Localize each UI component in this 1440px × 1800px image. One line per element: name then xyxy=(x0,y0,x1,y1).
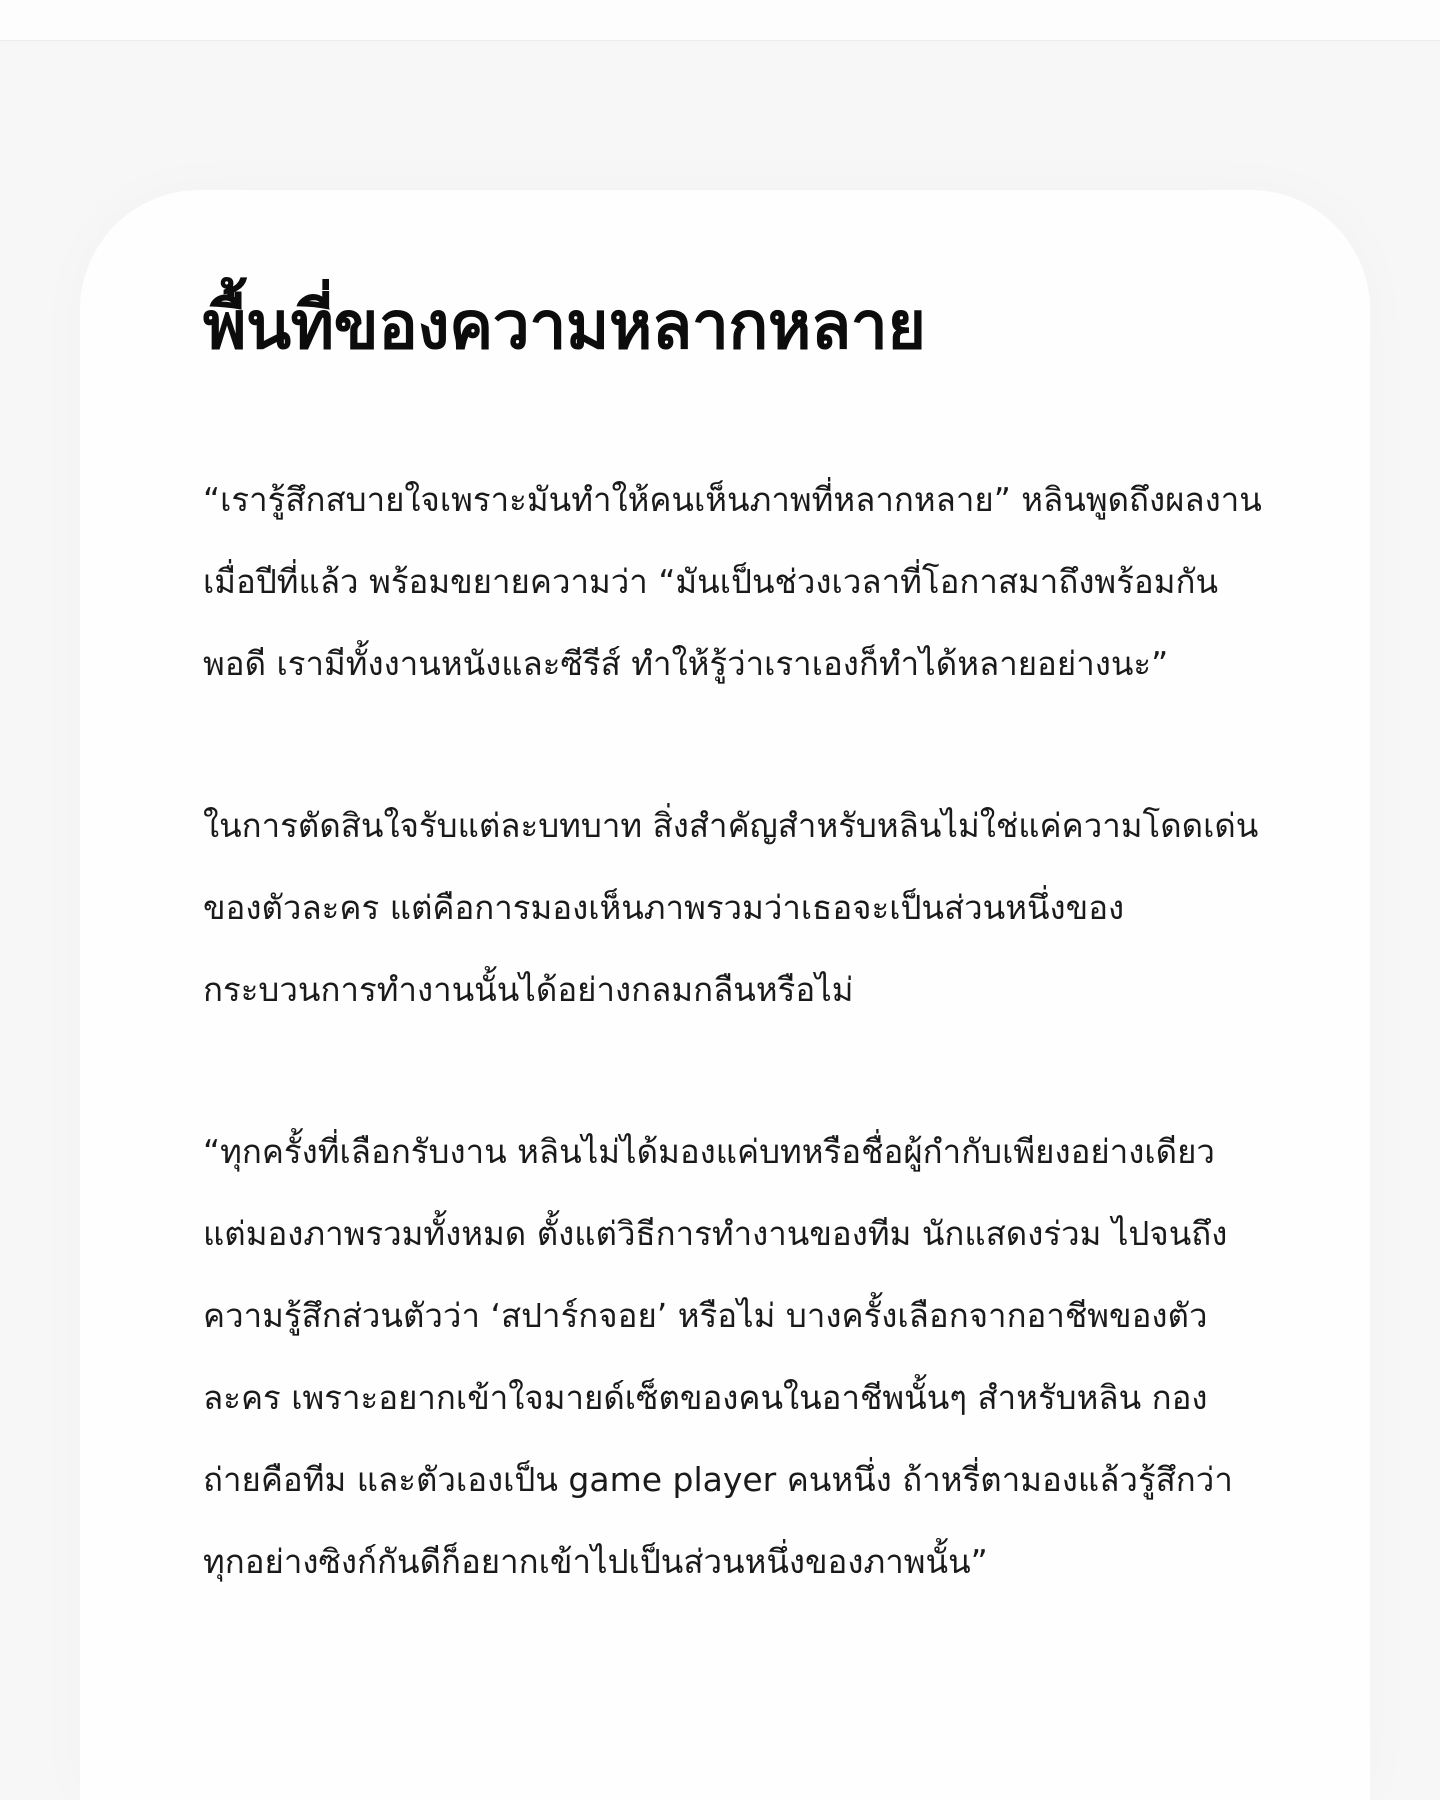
article-title: พื้นที่ของความหลากหลาย xyxy=(203,287,926,364)
top-bar xyxy=(0,0,1440,41)
article xyxy=(203,278,1263,1603)
article-paragraph-2: ในการตัดสินใจรับแต่ละบทบาท สิ่งสำคัญสำหรับหลินไม่ใช่แค่ความโดดเด่นของตัวละคร แต่คือการมองเห็นภาพรวมว่าเธอจะเป็นส่วนหนึ่งของกระบวนการทำงานนั้นได้อย่างกลมกลืนหรือไม่ xyxy=(203,806,1259,1009)
article-paragraph-1: “เรารู้สึกสบายใจเพราะมันทำให้คนเห็นภาพที่หลากหลาย” หลินพูดถึงผลงานเมื่อปีที่แล้ว พร้อมขยายความว่า “มันเป็นช่วงเวลาที่โอกาสมาถึงพร้อมกันพอดี เรามีทั้งงานหนังและซีรีส์ ทำให้รู้ว่าเราเองก็ทำได้หลายอย่างนะ” xyxy=(203,480,1262,683)
article-paragraph-3: “ทุกครั้งที่เลือกรับงาน หลินไม่ได้มองแค่บทหรือชื่อผู้กำกับเพียงอย่างเดียว แต่มองภาพรวมทั้งหมด ตั้งแต่วิธีการทำงานของทีม นักแสดงร่วม ไปจนถึงความรู้สึกส่วนตัวว่า ‘สปาร์กจอย’ หรือไม่ บางครั้งเลือกจากอาชีพของตัวละคร เพราะอยากเข้าใจมายด์เซ็ตของคนในอาชีพนั้นๆ สำหรับหลิน กองถ่ายคือทีม และตัวเองเป็น game player คนหนึ่ง ถ้าหรี่ตามองแล้วรู้สึกว่าทุกอย่างซิงก์กันดีก็อยากเข้าไปเป็นส่วนหนึ่งของภาพนั้น” xyxy=(203,1132,1233,1581)
